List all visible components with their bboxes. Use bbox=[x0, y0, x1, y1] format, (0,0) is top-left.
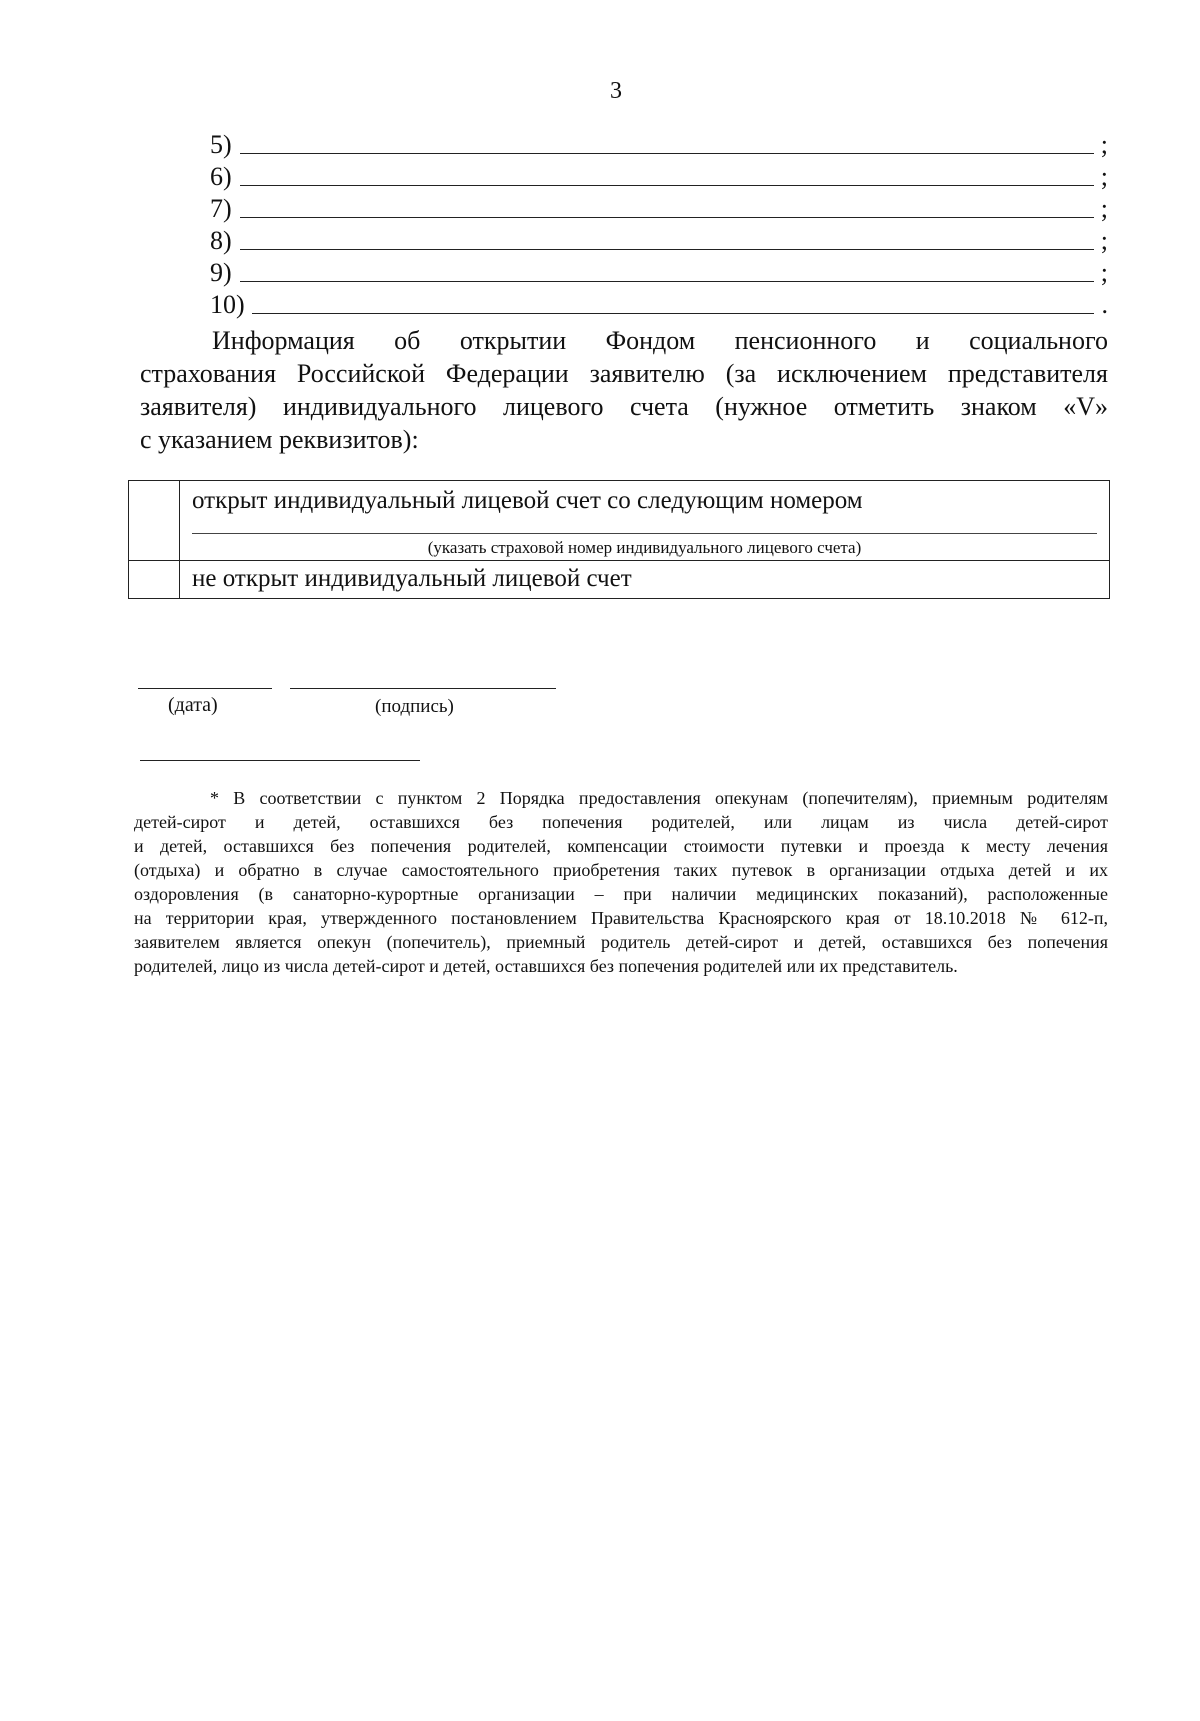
list-item-number: 9) bbox=[210, 258, 232, 287]
not-opened-checkbox[interactable] bbox=[129, 561, 180, 599]
signature-label: (подпись) bbox=[375, 696, 454, 717]
footnote-line: * В соответствии с пунктом 2 Порядка предоставления опекунам (попечителям), приемным родителям bbox=[210, 788, 1108, 808]
footnote-line: заявителем является опекун (попечитель), приемный родитель детей-сирот и детей, оставшихся без попечения bbox=[134, 932, 1108, 952]
footnote bbox=[134, 786, 1108, 978]
list-item-punct: ; bbox=[1100, 226, 1108, 255]
fill-line[interactable] bbox=[240, 185, 1094, 186]
list-item bbox=[210, 128, 1108, 160]
account-options-table bbox=[128, 480, 1110, 599]
not-opened-option-label: не открыт индивидуальный лицевой счет bbox=[192, 565, 632, 592]
list-item-number: 5) bbox=[210, 130, 232, 159]
signature-line[interactable] bbox=[290, 688, 556, 689]
page-number: 3 bbox=[610, 78, 622, 104]
list-item bbox=[210, 192, 1108, 224]
opened-option bbox=[180, 481, 1110, 561]
list-item-number: 7) bbox=[210, 194, 232, 223]
footnote-line: детей-сирот и детей, оставшихся без попечения родителей, или лицам из числа детей-сирот bbox=[134, 812, 1108, 832]
list-item-punct: . bbox=[1101, 290, 1108, 319]
date-label: (дата) bbox=[168, 694, 218, 716]
list-item bbox=[210, 288, 1108, 320]
footnote-line: родителей, лицо из числа детей-сирот и детей, оставшихся без попечения родителей или их представитель. bbox=[134, 956, 958, 976]
fill-line[interactable] bbox=[240, 153, 1094, 154]
list-item bbox=[210, 160, 1108, 192]
list-item-punct: ; bbox=[1100, 258, 1108, 287]
opened-checkbox[interactable] bbox=[129, 481, 180, 561]
paragraph-line: Информация об открытии Фондом пенсионного и социального bbox=[212, 326, 1108, 355]
paragraph-line: с указанием реквизитов): bbox=[140, 425, 419, 454]
account-number-hint: (указать страховой номер индивидуального лицевого счета) bbox=[427, 538, 862, 557]
info-paragraph bbox=[140, 324, 1108, 456]
footnote-line: на территории края, утвержденного постановлением Правительства Красноярского края от 18.10.2018 № 612-п, bbox=[134, 908, 1108, 928]
paragraph-line: страхования Российской Федерации заявителю (за исключением представителя bbox=[140, 359, 1108, 388]
list-item-punct: ; bbox=[1100, 162, 1108, 191]
fill-line[interactable] bbox=[240, 217, 1094, 218]
footnote-separator bbox=[140, 760, 420, 761]
footnote-line: оздоровления (в санаторно-курортные организации – при наличии медицинских показаний), расположенные bbox=[134, 884, 1108, 904]
not-opened-option bbox=[180, 561, 1110, 599]
opened-option-label: открыт индивидуальный лицевой счет со следующим номером bbox=[192, 487, 863, 514]
list-item-number: 8) bbox=[210, 226, 232, 255]
fill-line[interactable] bbox=[240, 281, 1094, 282]
fill-line[interactable] bbox=[252, 313, 1094, 314]
list-item-punct: ; bbox=[1100, 130, 1108, 159]
list-item bbox=[210, 224, 1108, 256]
list-item-number: 6) bbox=[210, 162, 232, 191]
date-line[interactable] bbox=[138, 688, 272, 689]
list-item-number: 10) bbox=[210, 290, 245, 319]
fill-line[interactable] bbox=[240, 249, 1094, 250]
footnote-line: и детей, оставшихся без попечения родителей, компенсации стоимости путевки и проезда к месту лечения bbox=[134, 836, 1108, 856]
footnote-line: (отдыха) и обратно в случае самостоятельного приобретения таких путевок в организации отдыха детей и их bbox=[134, 860, 1108, 880]
paragraph-line: заявителя) индивидуального лицевого счета (нужное отметить знаком «V» bbox=[140, 392, 1108, 421]
list-item-punct: ; bbox=[1100, 194, 1108, 223]
list-item bbox=[210, 256, 1108, 288]
